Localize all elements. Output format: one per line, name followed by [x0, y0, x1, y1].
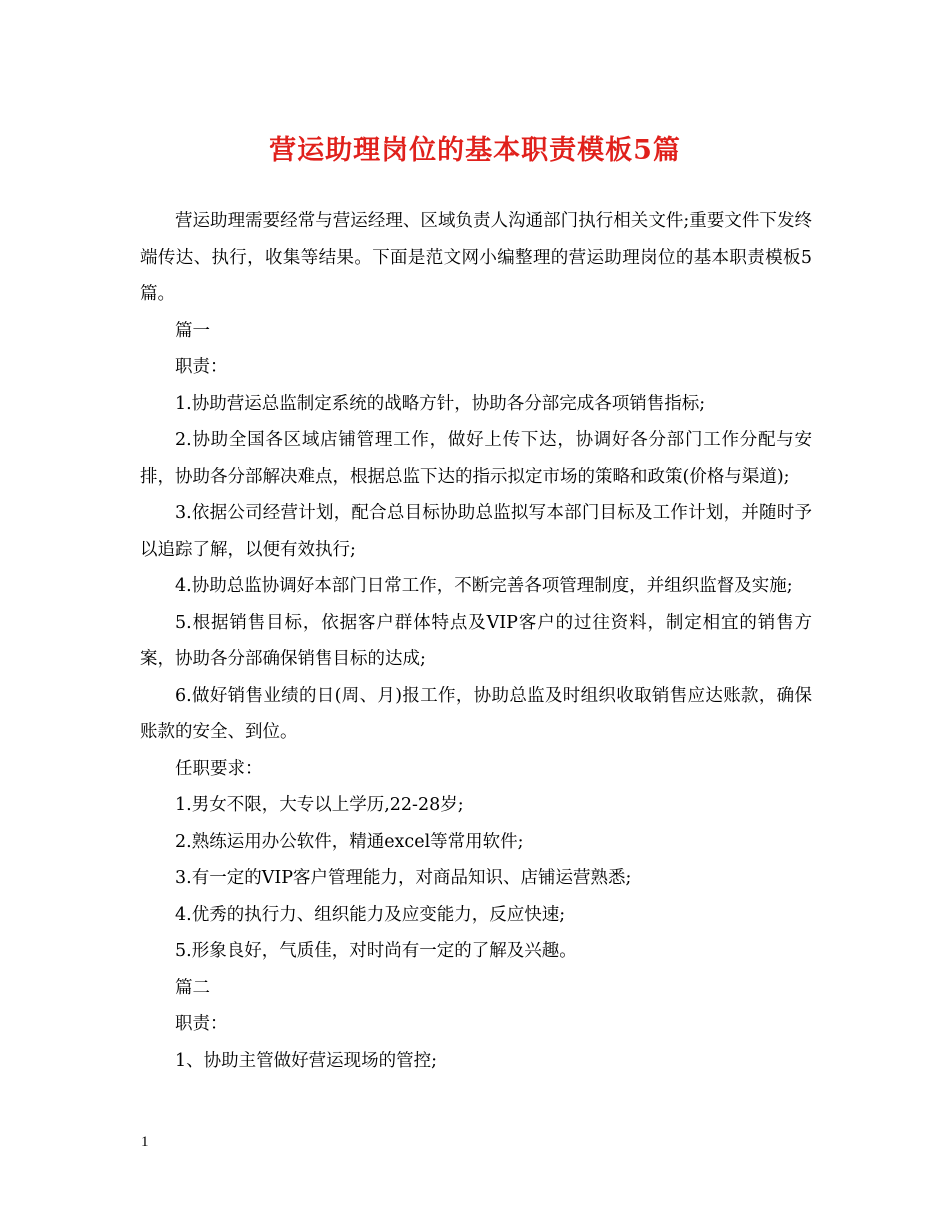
- duty-item: 4.协助总监协调好本部门日常工作，不断完善各项管理制度，并组织监督及实施;: [175, 576, 793, 596]
- section1-heading: 篇一: [175, 320, 210, 341]
- section2-duties-label: 职责：: [175, 1014, 228, 1034]
- requirement-item: 4.优秀的执行力、组织能力及应变能力，反应快速;: [175, 904, 566, 925]
- requirement-item: 5.形象良好，气质佳，对时尚有一定的了解及兴趣。: [175, 941, 577, 961]
- duty-item: 1.协助营运总监制定系统的战略方针，协助各分部完成各项销售指标;: [175, 393, 706, 414]
- section1-duties-label: 职责：: [175, 357, 228, 377]
- duty-item: 2.协助全国各区域店铺管理工作，做好上传下达，协调好各分部门工作分配与安排，协助各分部解决难点，根据总监下达的指示拟定市场的策略和政策(价格与渠道);: [140, 430, 812, 487]
- requirement-item: 3.有一定的VIP客户管理能力，对商品知识、店铺运营熟悉;: [175, 868, 632, 888]
- duty-item: 6.做好销售业绩的日(周、月)报工作，协助总监及时组织收取销售应达账款，确保账款的安全、到位。: [140, 685, 812, 742]
- document-title: 营运助理岗位的基本职责模板5篇: [269, 135, 681, 166]
- duty-item: 1、协助主管做好营运现场的管控;: [175, 1050, 438, 1071]
- section2-heading: 篇二: [175, 977, 210, 998]
- section1-requirements-label: 任职要求：: [175, 758, 263, 779]
- intro-paragraph: 营运助理需要经常与营运经理、区域负责人沟通部门执行相关文件;重要文件下发终端传达、执行，收集等结果。下面是范文网小编整理的营运助理岗位的基本职责模板5篇。: [140, 211, 812, 304]
- page-number: 1: [141, 1134, 149, 1150]
- document-body: [140, 203, 812, 1079]
- requirement-item: 2.熟练运用办公软件，精通excel等常用软件;: [175, 831, 524, 852]
- requirement-item: 1.男女不限，大专以上学历,22-28岁;: [175, 795, 464, 815]
- duty-item: 3.依据公司经营计划，配合总目标协助总监拟写本部门目标及工作计划，并随时予以追踪了解，以便有效执行;: [140, 503, 812, 560]
- duty-item: 5.根据销售目标，依据客户群体特点及VIP客户的过往资料，制定相宜的销售方案，协助各分部确保销售目标的达成;: [140, 612, 812, 669]
